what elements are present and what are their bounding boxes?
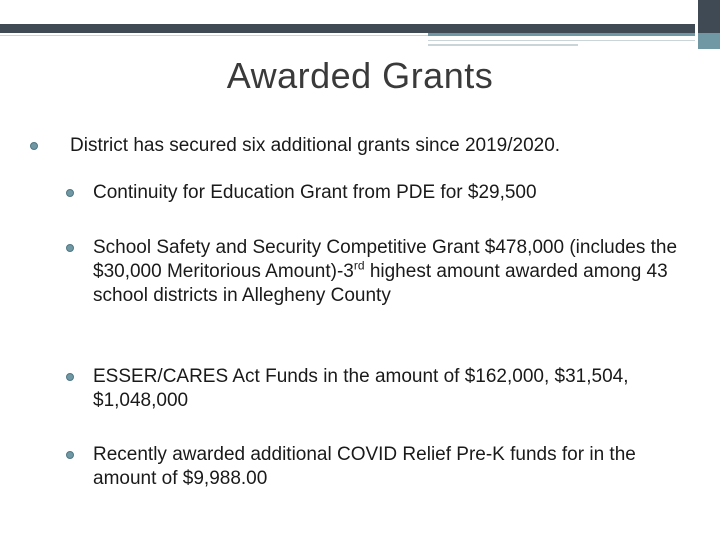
ordinal-superscript: rd: [353, 258, 365, 273]
slide-title: Awarded Grants: [226, 55, 494, 96]
sub-bullet-text: Recently awarded additional COVID Relief Pre-K funds for in the amount of $9,988.00: [93, 444, 636, 489]
bullet-icon: [66, 244, 74, 252]
sub-bullet: [66, 236, 686, 308]
bullet-icon: [66, 451, 74, 459]
sub-bullet-text: [93, 236, 686, 308]
main-bullet: [30, 134, 700, 158]
bullet-icon: [30, 142, 38, 150]
header-teal-band: [428, 33, 695, 36]
main-bullet-text: District has secured six additional grants since 2019/2020.: [70, 135, 561, 156]
corner-teal-block: [698, 33, 720, 49]
sub-bullet: [66, 181, 686, 205]
header-thin-line: [0, 35, 428, 36]
bullet-icon: [66, 373, 74, 381]
header-thin-line: [428, 40, 695, 41]
sub-bullet-text-part: highest amount awarded among 43 school districts in Allegheny County: [93, 261, 668, 306]
sub-bullet: [66, 443, 686, 491]
bullet-icon: [66, 189, 74, 197]
sub-bullet-text: ESSER/CARES Act Funds in the amount of $162,000, $31,504, $1,048,000: [93, 366, 629, 411]
header-thin-line: [428, 44, 578, 46]
header-dark-band: [0, 24, 695, 33]
sub-bullet-text-part: School Safety and Security Competitive Grant $478,000 (includes the $30,000 Meritorious Amount)-3: [93, 237, 678, 282]
corner-dark-block: [698, 0, 720, 33]
sub-bullet: [66, 365, 686, 413]
sub-bullet-text: Continuity for Education Grant from PDE for $29,500: [93, 182, 537, 203]
